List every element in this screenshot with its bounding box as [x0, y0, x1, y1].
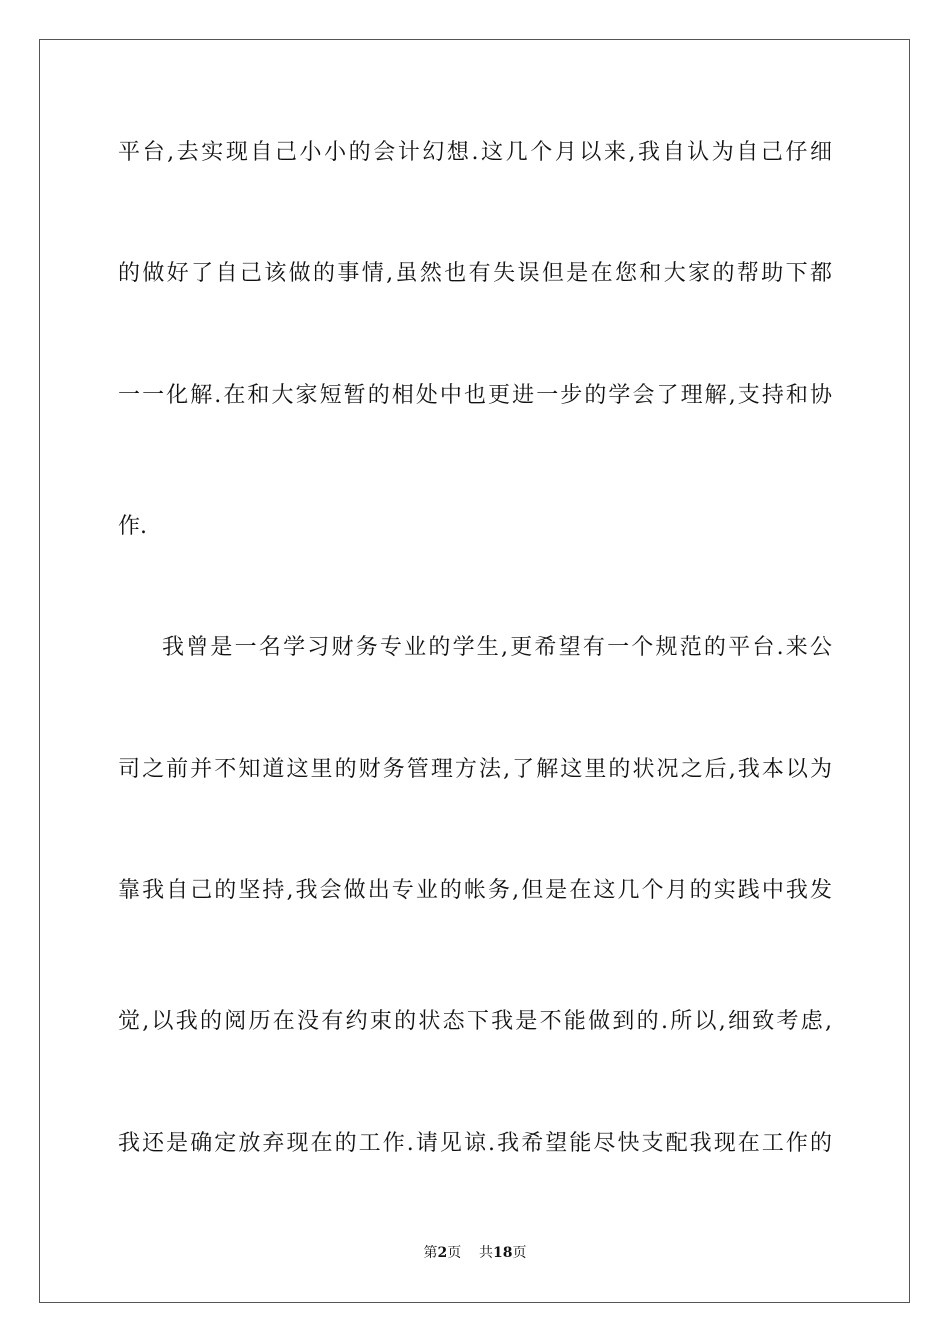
page-border — [39, 39, 910, 1303]
page-footer — [0, 1243, 950, 1263]
body-text-line: 的做好了自己该做的事情,虽然也有失误但是在您和大家的帮助下都 — [118, 261, 832, 286]
body-text-line: 觉,以我的阅历在没有约束的状态下我是不能做到的.所以,细致考虑, — [118, 1009, 832, 1034]
body-text-line: 我还是确定放弃现在的工作.请见谅.我希望能尽快支配我现在工作的 — [118, 1131, 832, 1156]
footer-page-number: 2 — [437, 1245, 448, 1261]
body-text-line: 平台,去实现自己小小的会计幻想.这几个月以来,我自认为自己仔细 — [118, 140, 832, 165]
footer-page-suffix: 页 — [447, 1245, 462, 1261]
body-text-line: 靠我自己的坚持,我会做出专业的帐务,但是在这几个月的实践中我发 — [118, 878, 832, 903]
paragraph-first-line: 我曾是一名学习财务专业的学生,更希望有一个规范的平台.来公 — [162, 635, 832, 660]
footer-total-prefix: 共 — [479, 1245, 494, 1261]
footer-total-number: 18 — [493, 1245, 513, 1261]
footer-page-prefix: 第 — [423, 1245, 438, 1261]
body-text-line: 司之前并不知道这里的财务管理方法,了解这里的状况之后,我本以为 — [118, 757, 832, 782]
body-text-line: 一一化解.在和大家短暂的相处中也更进一步的学会了理解,支持和协 — [118, 383, 832, 408]
footer-total-suffix: 页 — [512, 1245, 527, 1261]
body-text-line: 作. — [118, 514, 147, 539]
